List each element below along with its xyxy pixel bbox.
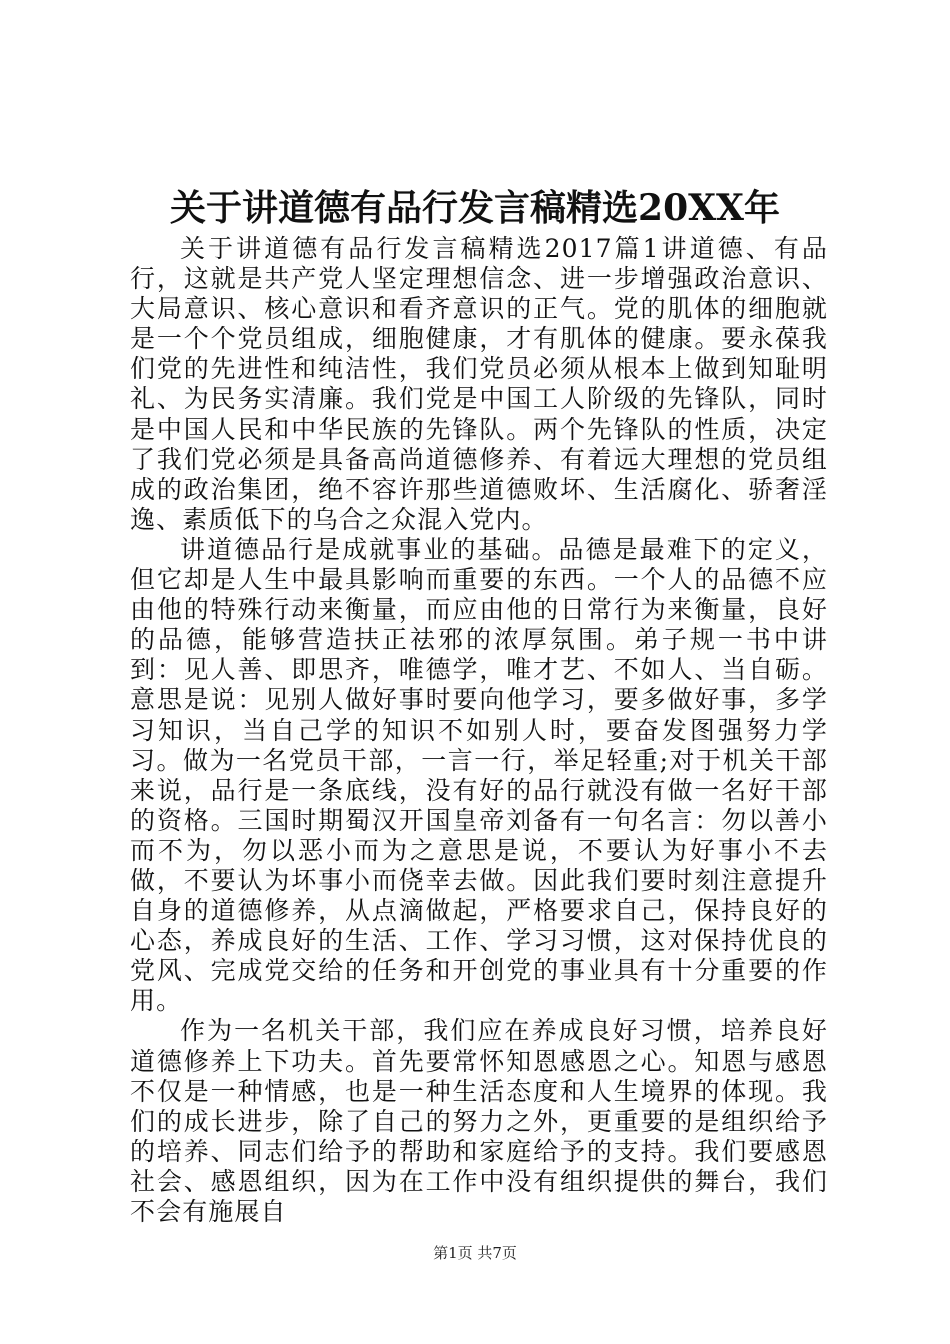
page-indicator: 第1页 共7页: [433, 1244, 517, 1262]
document-title: 关于讲道德有品行发言稿精选20XX年: [170, 187, 780, 229]
paragraph-1: 关于讲道德有品行发言稿精选2017篇1讲道德、有品行，这就是共产党人坚定理想信念、进一步增强政治意识、大局意识、核心意识和看齐意识的正气。党的肌体的细胞就是一个个党员组成，细胞健康，才有肌体的健康。要永葆我们党的先进性和纯洁性，我们党员必须从根本上做到知耻明礼、为民务实清廉。我们党是中国工人阶级的先锋队，同时是中国人民和中华民族的先锋队。两个先锋队的性质，决定了我们党必须是具备高尚道德修养、有着远大理想的党员组成的政治集团，绝不容许那些道德败坏、生活腐化、骄奢淫逸、素质低下的乌合之众混入党内。: [130, 234, 828, 534]
page-footer: [0, 1243, 950, 1263]
paragraph-2: 讲道德品行是成就事业的基础。品德是最难下的定义，但它却是人生中最具影响而重要的东西。一个人的品德不应由他的特殊行动来衡量，而应由他的日常行为来衡量，良好的品德，能够营造扶正祛邪的浓厚氛围。弟子规一书中讲到：见人善、即思齐，唯德学，唯才艺、不如人、当自砺。意思是说：见别人做好事时要向他学习，要多做好事，多学习知识，当自己学的知识不如别人时，要奋发图强努力学习。做为一名党员干部，一言一行，举足轻重;对于机关干部来说，品行是一条底线，没有好的品行就没有做一名好干部的资格。三国时期蜀汉开国皇帝刘备有一句名言：勿以善小而不为，勿以恶小而为之意思是说，不要认为好事小不去做，不要认为坏事小而侥幸去做。因此我们要时刻注意提升自身的道德修养，从点滴做起，严格要求自己，保持良好的心态，养成良好的生活、工作、学习习惯，这对保持优良的党风、完成党交给的任务和开创党的事业具有十分重要的作用。: [130, 534, 828, 1016]
document-body: [130, 234, 828, 1227]
paragraph-3: 作为一名机关干部，我们应在养成良好习惯，培养良好道德修养上下功夫。首先要常怀知恩感恩之心。知恩与感恩不仅是一种情感，也是一种生活态度和人生境界的体现。我们的成长进步，除了自己的努力之外，更重要的是组织给予的培养、同志们给予的帮助和家庭给予的支持。我们要感恩社会、感恩组织，因为在工作中没有组织提供的舞台，我们不会有施展自: [130, 1016, 828, 1226]
